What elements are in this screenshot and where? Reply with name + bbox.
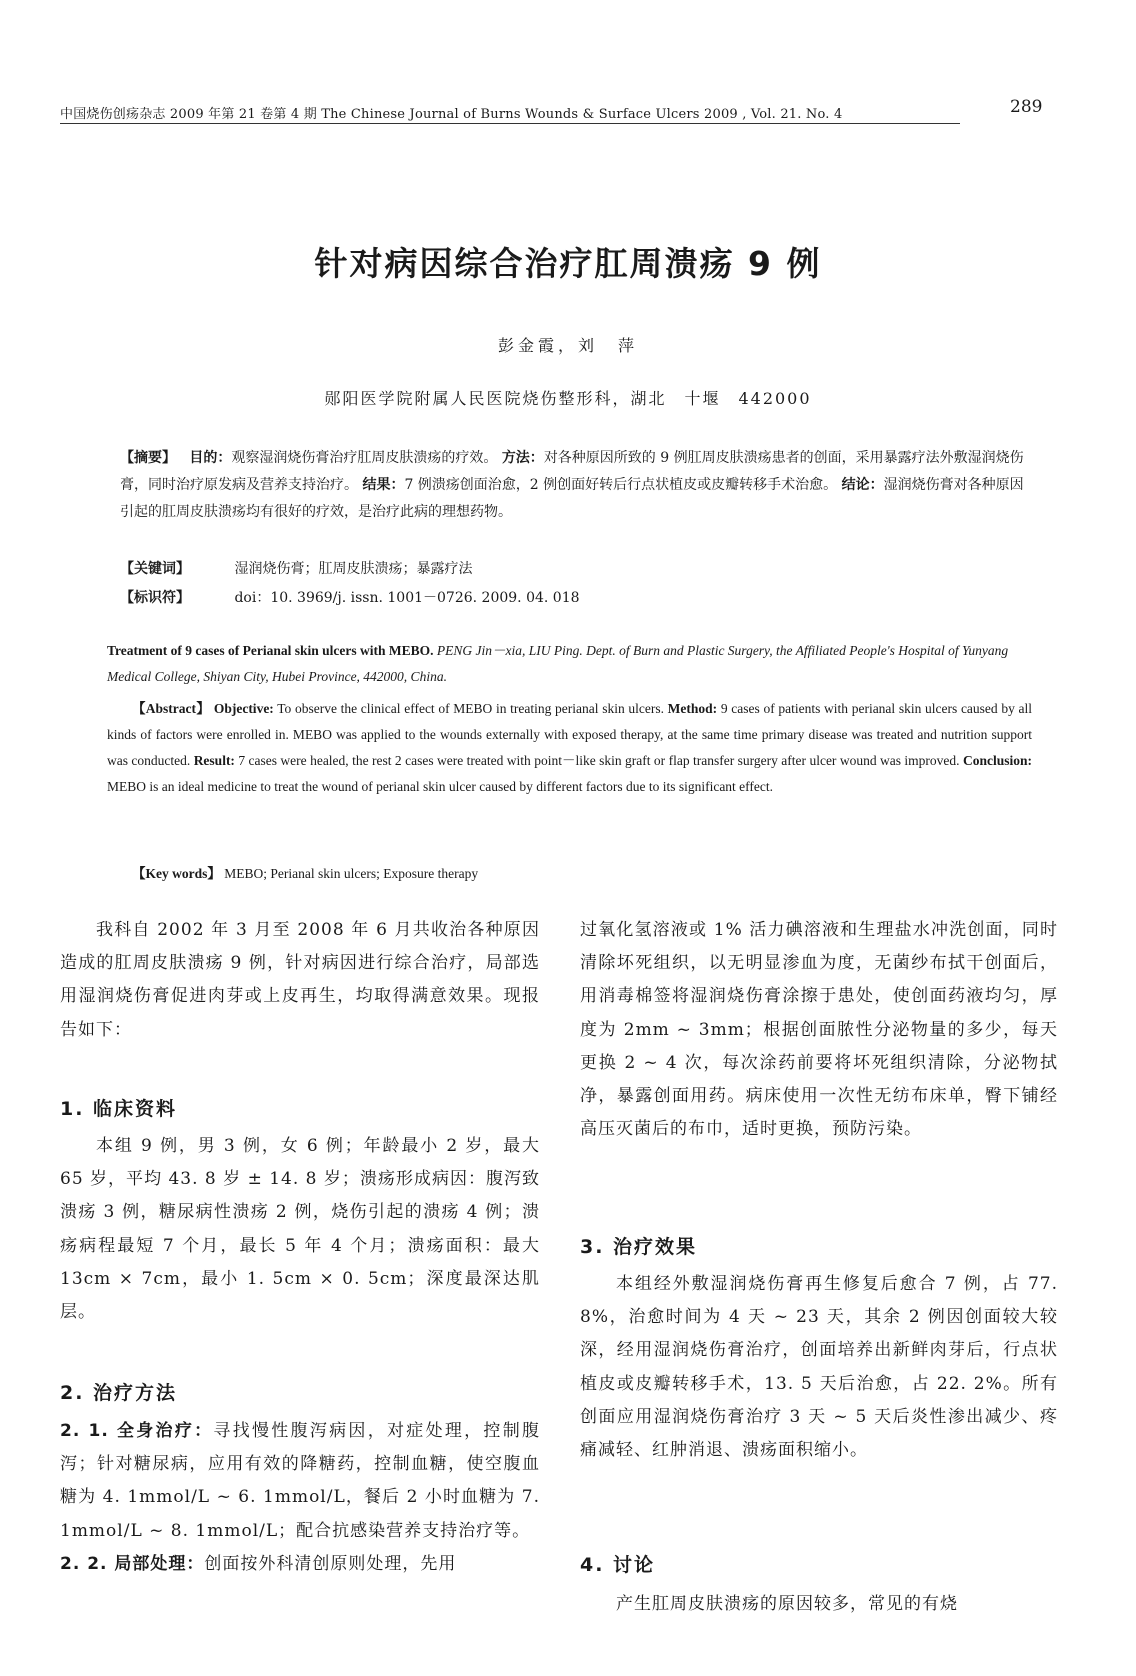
section-2-2-label: 2. 2. 局部处理： — [60, 1553, 205, 1574]
cn-result-label: 结果： — [362, 477, 405, 493]
cn-objective-text: 观察湿润烧伤膏治疗肛周皮肤溃疡的疗效。 — [231, 450, 498, 466]
en-conclusion-label: Conclusion: — [962, 753, 1032, 768]
cn-keywords-tag: 【关键词】 — [120, 561, 190, 577]
article-authors: 彭金霞，刘 萍 — [497, 336, 638, 355]
en-result-text: 7 cases were healed, the rest 2 cases were treated with point－like skin graft or flap transfer surgery after ulcer wound was improved. — [238, 753, 960, 768]
cn-identifier: doi：10. 3969/j. issn. 1001－0726. 2009. 04. 018 — [234, 590, 580, 606]
cn-conclusion-label: 结论： — [841, 477, 884, 493]
cn-result-text: 7 例溃疡创面治愈，2 例创面好转后行点状植皮或皮瓣转移手术治愈。 — [404, 477, 838, 493]
section-2-heading: 2. 治疗方法 — [60, 1382, 178, 1404]
page-number: 289 — [1010, 97, 1043, 117]
cn-conclusion-text: 湿润烧伤膏对各种原因引起的肛周皮肤溃疡均有很好的疗效，是治疗此病的理想药物。 — [120, 477, 1024, 520]
section-4 — [580, 1588, 1058, 1621]
en-abstract — [107, 696, 1032, 800]
cn-abstract-tag: 【摘要】 — [120, 450, 176, 466]
en-method-text: 9 cases of patients with perianal skin ulcers caused by all kinds of factors were enrolled in. MEBO was applied to the wounds externally with exposed therapy, at the same time primary disease was treated and nutrition support was conducted. — [107, 701, 1033, 768]
en-objective-label: Objective: — [213, 701, 274, 716]
en-keywords-row — [132, 862, 478, 882]
section-3-text: 本组经外敷湿润烧伤膏再生修复后愈合 7 例，占 77. 8%，治愈时间为 4 天 ~ 23 天，其余 2 例因创面较大较深，经用湿润烧伤膏治疗，创面培养出新鲜肉芽后，行点状植皮或皮瓣转移手术，13. 5 天后治愈，占 22. 2%。所有创面应用湿润烧伤膏治疗 3 天 ~ 5 天后炎性渗出减少、疼痛减轻、红肿消退、溃疡面积缩小。 — [580, 1274, 1058, 1461]
section-4-text: 产生肛周皮肤溃疡的原因较多，常见的有烧 — [616, 1594, 958, 1614]
cn-method-text: 对各种原因所致的 9 例肛周皮肤溃疡患者的创面，采用暴露疗法外敷湿润烧伤膏，同时治疗原发病及营养支持治疗。 — [120, 450, 1024, 493]
section-2-2-continued: 过氧化氢溶液或 1% 活力碘溶液和生理盐水冲洗创面，同时清除坏死组织，以无明显渗血为度，无菌纱布拭干创面后，用消毒棉签将湿润烧伤膏涂擦于患处，使创面药液均匀，厚度为 2mm ~ 3mm；根据创面脓性分泌物量的多少，每天更换 2 ~ 4 次，每次涂药前要将坏死组织清除，分泌物拭净，暴露创面用药。病床使用一次性无纺布床单，臀下铺经高压灭菌后的布巾，适时更换，预防污染。 — [580, 920, 1058, 1140]
section-1 — [60, 1130, 540, 1329]
cn-method-label: 方法： — [501, 450, 544, 466]
en-abstract-tag: 【Abstract】 — [132, 701, 211, 716]
left-intro — [60, 914, 540, 1047]
section-2-2-text: 创面按外科清创原则处理，先用 — [204, 1553, 457, 1574]
article-title: 针对病因综合治疗肛周溃疡 9 例 — [314, 244, 822, 283]
section-2 — [60, 1415, 540, 1581]
section-2-1-label: 2. 1. 全身治疗： — [60, 1421, 214, 1441]
section-1-heading: 1. 临床资料 — [60, 1098, 178, 1120]
intro-paragraph: 我科自 2002 年 3 月至 2008 年 6 月共收治各种原因造成的肛周皮肤溃疡 9 例，针对病因进行综合治疗，局部选用湿润烧伤膏促进肉芽或上皮再生，均取得满意效果。现报告如下： — [60, 920, 540, 1040]
cn-abstract — [120, 445, 1030, 526]
cn-keywords-row — [120, 558, 472, 578]
en-title-block — [107, 638, 1032, 690]
right-continuation — [580, 914, 1058, 1146]
en-conclusion-text: MEBO is an ideal medicine to treat the wound of perianal skin ulcer caused by different factors due to its significant effect. — [107, 779, 774, 794]
section-2-2 — [60, 1548, 540, 1581]
cn-identifier-tag: 【标识符】 — [120, 590, 190, 606]
section-2-1 — [60, 1415, 540, 1548]
cn-keywords: 湿润烧伤膏；肛周皮肤溃疡；暴露疗法 — [234, 561, 473, 577]
en-keywords-tag: 【Key words】 — [132, 866, 221, 881]
section-3-heading: 3. 治疗效果 — [580, 1236, 698, 1258]
running-head: 中国烧伤创疡杂志 2009 年第 21 卷第 4 期 The Chinese Journal of Burns Wounds & Surface Ulcers 2009 , Vol. 21. No. 4 — [60, 103, 960, 124]
article-affiliation: 郧阳医学院附属人民医院烧伤整形科，湖北 十堰 442000 — [324, 389, 812, 408]
section-3 — [580, 1268, 1058, 1467]
en-result-label: Result: — [193, 753, 235, 768]
section-4-heading: 4. 讨论 — [580, 1554, 656, 1576]
cn-identifier-row — [120, 587, 580, 607]
section-2-1-text: 寻找慢性腹泻病因，对症处理，控制腹泻；针对糖尿病，应用有效的降糖药，控制血糖，使空腹血糖为 4. 1mmol/L ~ 6. 1mmol/L，餐后 2 小时血糖为 7. 1mmol/L ~ 8. 1mmol/L；配合抗感染营养支持治疗等。 — [60, 1421, 540, 1541]
en-method-label: Method: — [667, 701, 718, 716]
en-objective-text: To observe the clinical effect of MEBO in treating perianal skin ulcers. — [277, 701, 664, 716]
cn-objective-label: 目的： — [189, 450, 232, 466]
en-title: Treatment of 9 cases of Perianal skin ulcers with MEBO. — [107, 643, 434, 658]
section-1-text: 本组 9 例，男 3 例，女 6 例；年龄最小 2 岁，最大 65 岁，平均 43. 8 岁 ± 14. 8 岁；溃疡形成病因：腹泻致溃疡 3 例，糖尿病性溃疡 2 例，烧伤引起的溃疡 4 例；溃疡病程最短 7 个月，最长 5 年 4 个月；溃疡面积：最大 13cm × 7cm，最小 1. 5cm × 0. 5cm；深度最深达肌层。 — [60, 1136, 540, 1323]
en-authors-affiliation: PENG Jin－xia, LIU Ping. Dept. of Burn and Plastic Surgery, the Affiliated People's Hospital of Yunyang Medical College, Shiyan City, Hubei Province, 442000, China. — [107, 643, 1009, 684]
en-keywords: MEBO; Perianal skin ulcers; Exposure therapy — [224, 866, 479, 881]
